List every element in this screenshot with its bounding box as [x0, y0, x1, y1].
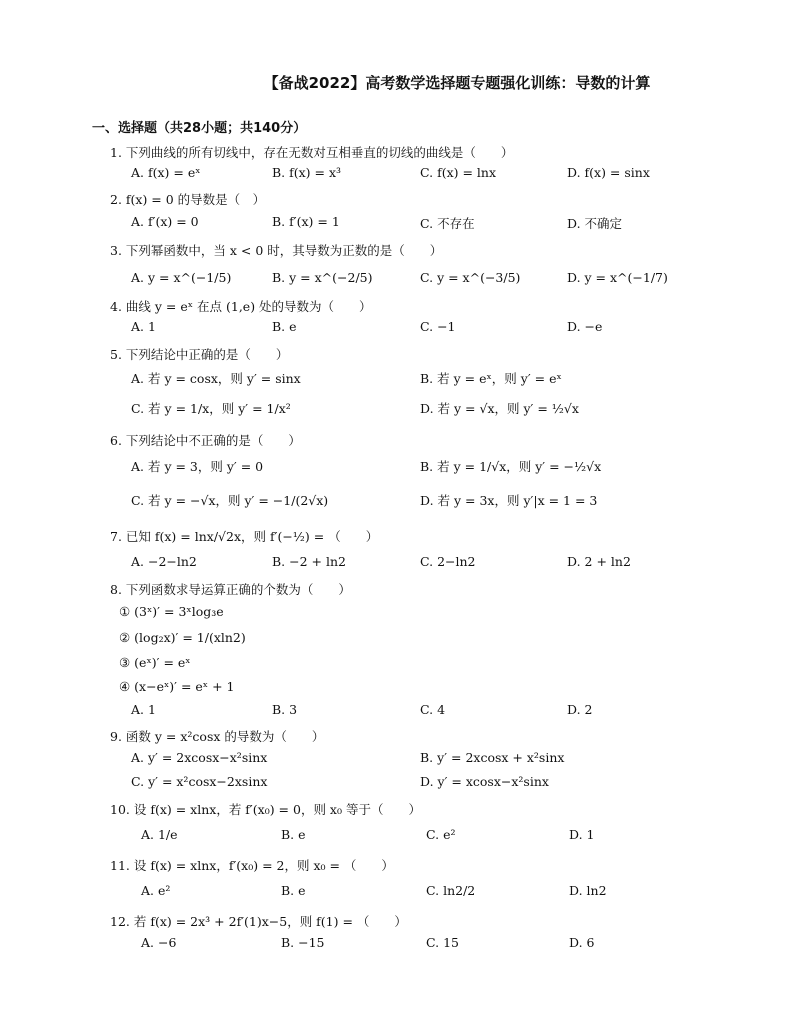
- question-8: 8. 下列函数求导运算正确的个数为（ ）: [110, 582, 351, 597]
- q8-option-c: C. 4: [420, 702, 446, 717]
- question-3: 3. 下列幂函数中，当 x < 0 时，其导数为正数的是（ ）: [110, 243, 443, 258]
- q10-option-d: D. 1: [569, 827, 595, 842]
- q9-option-d: D. y′ = xcosx−x²sinx: [420, 774, 549, 789]
- q5-option-d: D. 若 y = √x，则 y′ = ½√x: [420, 401, 579, 416]
- q8-option-b: B. 3: [272, 702, 298, 717]
- section-heading: 一、选择题（共28小题；共140分）: [92, 121, 307, 136]
- q7-option-d: D. 2 + ln2: [567, 554, 631, 569]
- q8-option-d: D. 2: [567, 702, 593, 717]
- question-2: 2. f(x) = 0 的导数是（ ）: [110, 192, 266, 207]
- q5-option-a: A. 若 y = cosx，则 y′ = sinx: [131, 371, 301, 386]
- q10-option-c: C. e²: [426, 827, 456, 842]
- q3-option-d: D. y = x^(−1/7): [567, 270, 668, 285]
- q8-item-2: ② (log₂x)′ = 1/(xln2): [119, 630, 246, 645]
- q12-option-a: A. −6: [141, 935, 177, 950]
- q8-item-1: ① (3ˣ)′ = 3ˣlog₃e: [119, 604, 224, 619]
- q6-option-a: A. 若 y = 3，则 y′ = 0: [131, 459, 264, 474]
- q1-option-a: A. f(x) = eˣ: [131, 165, 201, 180]
- question-9: 9. 函数 y = x²cosx 的导数为（ ）: [110, 729, 325, 744]
- q4-option-a: A. 1: [131, 319, 156, 334]
- q6-option-d: D. 若 y = 3x，则 y′|x = 1 = 3: [420, 493, 598, 508]
- q4-option-b: B. e: [272, 319, 297, 334]
- q11-option-d: D. ln2: [569, 883, 607, 898]
- q7-option-a: A. −2−ln2: [131, 554, 197, 569]
- q9-option-c: C. y′ = x²cosx−2xsinx: [131, 774, 268, 789]
- page-title: 【备战2022】高考数学选择题专题强化训练：导数的计算: [263, 74, 651, 92]
- question-10: 10. 设 f(x) = xlnx，若 f′(x₀) = 0，则 x₀ 等于（ ）: [110, 802, 421, 817]
- q5-option-b: B. 若 y = eˣ，则 y′ = eˣ: [420, 371, 562, 386]
- q4-option-c: C. −1: [420, 319, 456, 334]
- q12-option-c: C. 15: [426, 935, 459, 950]
- q10-option-b: B. e: [281, 827, 306, 842]
- q7-option-b: B. −2 + ln2: [272, 554, 346, 569]
- question-4: 4. 曲线 y = eˣ 在点 (1,e) 处的导数为（ ）: [110, 299, 372, 314]
- question-6: 6. 下列结论中不正确的是（ ）: [110, 433, 301, 448]
- q1-option-b: B. f(x) = x³: [272, 165, 342, 180]
- q12-option-b: B. −15: [281, 935, 325, 950]
- q3-option-a: A. y = x^(−1/5): [131, 270, 232, 285]
- q2-option-b: B. f′(x) = 1: [272, 214, 340, 229]
- q3-option-c: C. y = x^(−3/5): [420, 270, 521, 285]
- q1-option-c: C. f(x) = lnx: [420, 165, 497, 180]
- q7-option-c: C. 2−ln2: [420, 554, 476, 569]
- q1-option-d: D. f(x) = sinx: [567, 165, 650, 180]
- question-1: 1. 下列曲线的所有切线中，存在无数对互相垂直的切线的曲线是（ ）: [110, 145, 514, 160]
- q9-option-b: B. y′ = 2xcosx + x²sinx: [420, 750, 565, 765]
- q11-option-a: A. e²: [141, 883, 171, 898]
- q2-option-a: A. f′(x) = 0: [131, 214, 199, 229]
- q12-option-d: D. 6: [569, 935, 595, 950]
- q3-option-b: B. y = x^(−2/5): [272, 270, 373, 285]
- q8-option-a: A. 1: [131, 702, 156, 717]
- q8-item-4: ④ (x−eˣ)′ = eˣ + 1: [119, 679, 235, 694]
- question-12: 12. 若 f(x) = 2x³ + 2f′(1)x−5，则 f(1) = （ ）: [110, 914, 407, 929]
- q2-option-d: D. 不确定: [567, 216, 623, 231]
- q8-item-3: ③ (eˣ)′ = eˣ: [119, 655, 191, 670]
- q11-option-c: C. ln2/2: [426, 883, 476, 898]
- q11-option-b: B. e: [281, 883, 306, 898]
- q2-option-c: C. 不存在: [420, 216, 475, 231]
- q10-option-a: A. 1/e: [141, 827, 178, 842]
- question-5: 5. 下列结论中正确的是（ ）: [110, 347, 289, 362]
- q4-option-d: D. −e: [567, 319, 603, 334]
- question-7: 7. 已知 f(x) = lnx/√2x，则 f′(−½) = （ ）: [110, 529, 379, 544]
- q6-option-b: B. 若 y = 1/√x，则 y′ = −½√x: [420, 459, 602, 474]
- q6-option-c: C. 若 y = −√x，则 y′ = −1/(2√x): [131, 493, 329, 508]
- question-11: 11. 设 f(x) = xlnx，f′(x₀) = 2，则 x₀ = （ ）: [110, 858, 394, 873]
- q9-option-a: A. y′ = 2xcosx−x²sinx: [131, 750, 268, 765]
- q5-option-c: C. 若 y = 1/x，则 y′ = 1/x²: [131, 401, 291, 416]
